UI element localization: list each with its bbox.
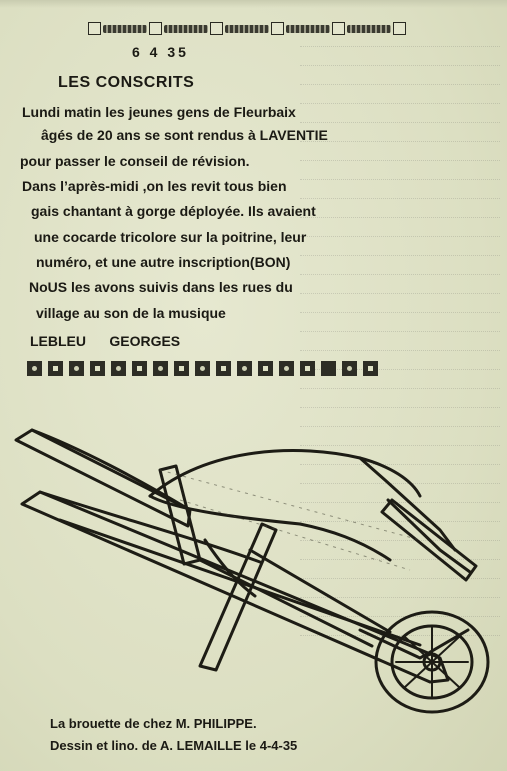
border-square — [258, 361, 273, 376]
top-ornament-border — [88, 22, 408, 35]
bottom-ornament-border — [27, 361, 384, 376]
article-line: Lundi matin les jeunes gens de Fleurbaix — [22, 104, 296, 120]
border-dash — [286, 25, 330, 33]
border-square — [332, 22, 345, 35]
border-dash — [347, 25, 391, 33]
border-square — [342, 361, 357, 376]
border-square — [111, 361, 126, 376]
article-line: pour passer le conseil de révision. — [20, 153, 250, 169]
article-line: Dans l’après-midi ,on les revit tous bien — [22, 178, 287, 194]
wheelbarrow-drawing-icon — [0, 400, 507, 720]
border-square — [174, 361, 189, 376]
article-line: une cocarde tricolore sur la poitrine, leur — [34, 229, 307, 245]
border-square — [132, 361, 147, 376]
border-square — [300, 361, 315, 376]
border-dash — [164, 25, 208, 33]
border-square — [210, 22, 223, 35]
illustration-credit: Dessin et lino. de A. LEMAILLE le 4-4-35 — [50, 738, 298, 753]
border-square — [271, 22, 284, 35]
article-title: LES CONSCRITS — [58, 74, 195, 91]
border-square — [363, 361, 378, 376]
page-top-edge — [0, 0, 507, 8]
illustration-caption: La brouette de chez M. PHILIPPE. — [50, 716, 257, 731]
border-square — [216, 361, 231, 376]
border-square — [27, 361, 42, 376]
author-signature: LEBLEU GEORGES — [30, 333, 181, 349]
border-square — [69, 361, 84, 376]
border-square — [195, 361, 210, 376]
issue-date: 6 4 35 — [132, 44, 189, 60]
border-square — [279, 361, 294, 376]
border-square — [237, 361, 252, 376]
border-square — [149, 22, 162, 35]
border-square — [321, 361, 336, 376]
border-dash — [225, 25, 269, 33]
border-dash — [103, 25, 147, 33]
article-line: village au son de la musique — [36, 305, 226, 321]
article-line: NoUS les avons suivis dans les rues du — [29, 279, 293, 295]
border-square — [393, 22, 406, 35]
article-line: numéro, et une autre inscription(BON) — [36, 254, 291, 270]
border-square — [88, 22, 101, 35]
border-square — [153, 361, 168, 376]
border-square — [48, 361, 63, 376]
border-square — [90, 361, 105, 376]
article-line: âgés de 20 ans se sont rendus à LAVENTIE — [41, 127, 328, 143]
article-line: gais chantant à gorge déployée. Ils avaient — [31, 203, 316, 219]
